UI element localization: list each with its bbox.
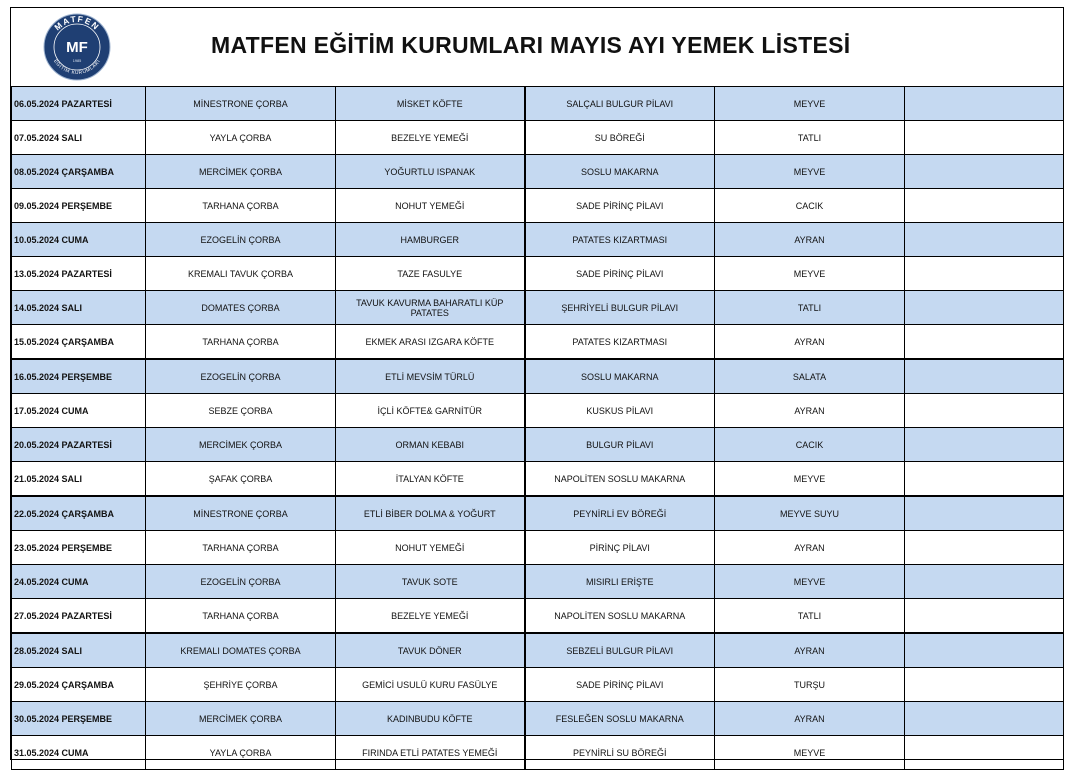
table-row <box>12 496 1064 531</box>
soup-cell: TARHANA ÇORBA <box>146 189 336 223</box>
table-row <box>12 462 1064 497</box>
table-row <box>12 359 1064 394</box>
empty-cell <box>905 189 1064 223</box>
soup-cell: MERCİMEK ÇORBA <box>146 702 336 736</box>
date-cell: 23.05.2024 PERŞEMBE <box>12 531 146 565</box>
empty-cell <box>905 736 1064 770</box>
side-dish-cell: SOSLU MAKARNA <box>525 155 715 189</box>
empty-cell <box>905 121 1064 155</box>
extra-cell: TATLI <box>715 599 905 634</box>
main-dish-cell: BEZELYE YEMEĞİ <box>336 121 525 155</box>
side-dish-cell: PİRİNÇ PİLAVI <box>525 531 715 565</box>
side-dish-cell: FESLEĞEN SOSLU MAKARNA <box>525 702 715 736</box>
extra-cell: MEYVE <box>715 565 905 599</box>
extra-cell: MEYVE <box>715 155 905 189</box>
date-cell: 20.05.2024 PAZARTESİ <box>12 428 146 462</box>
side-dish-cell: PEYNİRLİ EV BÖREĞİ <box>525 496 715 531</box>
date-cell: 09.05.2024 PERŞEMBE <box>12 189 146 223</box>
soup-cell: TARHANA ÇORBA <box>146 325 336 360</box>
main-dish-cell: ETLİ MEVSİM TÜRLÜ <box>336 359 525 394</box>
main-dish-cell: TAVUK DÖNER <box>336 633 525 668</box>
date-cell: 15.05.2024 ÇARŞAMBA <box>12 325 146 360</box>
soup-cell: TARHANA ÇORBA <box>146 599 336 634</box>
table-row <box>12 155 1064 189</box>
table-row <box>12 291 1064 325</box>
main-dish-cell: İÇLİ KÖFTE& GARNİTÜR <box>336 394 525 428</box>
side-dish-cell: SOSLU MAKARNA <box>525 359 715 394</box>
soup-cell: YAYLA ÇORBA <box>146 736 336 770</box>
extra-cell: AYRAN <box>715 325 905 360</box>
side-dish-cell: NAPOLİTEN SOSLU MAKARNA <box>525 599 715 634</box>
soup-cell: SEBZE ÇORBA <box>146 394 336 428</box>
extra-cell: MEYVE <box>715 257 905 291</box>
empty-cell <box>905 633 1064 668</box>
main-dish-cell: EKMEK ARASI IZGARA KÖFTE <box>336 325 525 360</box>
soup-cell: EZOGELİN ÇORBA <box>146 359 336 394</box>
table-row <box>12 565 1064 599</box>
matfen-logo <box>43 13 111 81</box>
soup-cell: KREMALI DOMATES ÇORBA <box>146 633 336 668</box>
extra-cell: AYRAN <box>715 702 905 736</box>
date-cell: 24.05.2024 CUMA <box>12 565 146 599</box>
extra-cell: AYRAN <box>715 531 905 565</box>
side-dish-cell: PEYNİRLİ SU BÖREĞİ <box>525 736 715 770</box>
empty-cell <box>905 428 1064 462</box>
date-cell: 29.05.2024 ÇARŞAMBA <box>12 668 146 702</box>
empty-cell <box>905 257 1064 291</box>
date-cell: 06.05.2024 PAZARTESİ <box>12 87 146 121</box>
main-dish-cell: KADINBUDU KÖFTE <box>336 702 525 736</box>
empty-cell <box>905 359 1064 394</box>
main-dish-cell: NOHUT YEMEĞİ <box>336 189 525 223</box>
empty-cell <box>905 462 1064 497</box>
soup-cell: MERCİMEK ÇORBA <box>146 155 336 189</box>
soup-cell: MERCİMEK ÇORBA <box>146 428 336 462</box>
table-row <box>12 702 1064 736</box>
logo-monogram: MF <box>66 39 88 56</box>
date-cell: 28.05.2024 SALI <box>12 633 146 668</box>
side-dish-cell: BULGUR PİLAVI <box>525 428 715 462</box>
menu-table <box>11 86 1064 770</box>
date-cell: 31.05.2024 CUMA <box>12 736 146 770</box>
main-dish-cell: ORMAN KEBABI <box>336 428 525 462</box>
side-dish-cell: NAPOLİTEN SOSLU MAKARNA <box>525 462 715 497</box>
side-dish-cell: SU BÖREĞİ <box>525 121 715 155</box>
main-dish-cell: FIRINDA ETLİ PATATES YEMEĞİ <box>336 736 525 770</box>
empty-cell <box>905 496 1064 531</box>
soup-cell: ŞEHRİYE ÇORBA <box>146 668 336 702</box>
extra-cell: CACIK <box>715 189 905 223</box>
table-row <box>12 189 1064 223</box>
empty-cell <box>905 87 1064 121</box>
extra-cell: MEYVE <box>715 87 905 121</box>
empty-cell <box>905 394 1064 428</box>
main-dish-cell: ETLİ BİBER DOLMA & YOĞURT <box>336 496 525 531</box>
table-row <box>12 633 1064 668</box>
table-row <box>12 599 1064 634</box>
sheet-header <box>11 8 1063 87</box>
extra-cell: MEYVE <box>715 462 905 497</box>
main-dish-cell: TAZE FASULYE <box>336 257 525 291</box>
main-dish-cell: MİSKET KÖFTE <box>336 87 525 121</box>
side-dish-cell: ŞEHRİYELİ BULGUR PİLAVI <box>525 291 715 325</box>
main-dish-cell: HAMBURGER <box>336 223 525 257</box>
empty-cell <box>905 325 1064 360</box>
empty-cell <box>905 155 1064 189</box>
soup-cell: MİNESTRONE ÇORBA <box>146 87 336 121</box>
table-row <box>12 531 1064 565</box>
soup-cell: EZOGELİN ÇORBA <box>146 223 336 257</box>
table-row <box>12 257 1064 291</box>
side-dish-cell: SADE PİRİNÇ PİLAVI <box>525 257 715 291</box>
extra-cell: TURŞU <box>715 668 905 702</box>
extra-cell: SALATA <box>715 359 905 394</box>
extra-cell: AYRAN <box>715 223 905 257</box>
table-row <box>12 428 1064 462</box>
side-dish-cell: SADE PİRİNÇ PİLAVI <box>525 668 715 702</box>
date-cell: 08.05.2024 ÇARŞAMBA <box>12 155 146 189</box>
soup-cell: MİNESTRONE ÇORBA <box>146 496 336 531</box>
main-dish-cell: TAVUK KAVURMA BAHARATLI KÜP PATATES <box>336 291 525 325</box>
extra-cell: MEYVE SUYU <box>715 496 905 531</box>
extra-cell: TATLI <box>715 121 905 155</box>
side-dish-cell: SALÇALI BULGUR PİLAVI <box>525 87 715 121</box>
extra-cell: AYRAN <box>715 394 905 428</box>
side-dish-cell: PATATES KIZARTMASI <box>525 325 715 360</box>
date-cell: 07.05.2024 SALI <box>12 121 146 155</box>
empty-cell <box>905 291 1064 325</box>
menu-sheet <box>10 7 1064 760</box>
soup-cell: YAYLA ÇORBA <box>146 121 336 155</box>
table-row <box>12 668 1064 702</box>
main-dish-cell: NOHUT YEMEĞİ <box>336 531 525 565</box>
side-dish-cell: PATATES KIZARTMASI <box>525 223 715 257</box>
date-cell: 22.05.2024 ÇARŞAMBA <box>12 496 146 531</box>
page-title: MATFEN EĞİTİM KURUMLARI MAYIS AYI YEMEK LİSTESİ <box>211 32 851 58</box>
date-cell: 21.05.2024 SALI <box>12 462 146 497</box>
main-dish-cell: TAVUK SOTE <box>336 565 525 599</box>
extra-cell: TATLI <box>715 291 905 325</box>
soup-cell: KREMALI TAVUK ÇORBA <box>146 257 336 291</box>
main-dish-cell: GEMİCİ USULÜ KURU FASÜLYE <box>336 668 525 702</box>
date-cell: 27.05.2024 PAZARTESİ <box>12 599 146 634</box>
side-dish-cell: MISIRLI ERİŞTE <box>525 565 715 599</box>
empty-cell <box>905 702 1064 736</box>
main-dish-cell: YOĞURTLU ISPANAK <box>336 155 525 189</box>
date-cell: 14.05.2024 SALI <box>12 291 146 325</box>
empty-cell <box>905 565 1064 599</box>
table-row <box>12 223 1064 257</box>
table-row <box>12 87 1064 121</box>
empty-cell <box>905 223 1064 257</box>
empty-cell <box>905 668 1064 702</box>
table-row <box>12 325 1064 360</box>
soup-cell: TARHANA ÇORBA <box>146 531 336 565</box>
soup-cell: DOMATES ÇORBA <box>146 291 336 325</box>
extra-cell: CACIK <box>715 428 905 462</box>
date-cell: 16.05.2024 PERŞEMBE <box>12 359 146 394</box>
date-cell: 30.05.2024 PERŞEMBE <box>12 702 146 736</box>
date-cell: 10.05.2024 CUMA <box>12 223 146 257</box>
table-row <box>12 736 1064 770</box>
table-row <box>12 394 1064 428</box>
soup-cell: ŞAFAK ÇORBA <box>146 462 336 497</box>
logo-top-text: MATFEN <box>52 13 102 33</box>
empty-cell <box>905 531 1064 565</box>
extra-cell: MEYVE <box>715 736 905 770</box>
soup-cell: EZOGELİN ÇORBA <box>146 565 336 599</box>
table-row <box>12 121 1064 155</box>
extra-cell: AYRAN <box>715 633 905 668</box>
main-dish-cell: BEZELYE YEMEĞİ <box>336 599 525 634</box>
logo-bottom-text: EĞİTİM KURUMLARI <box>52 59 102 77</box>
side-dish-cell: KUSKUS PİLAVI <box>525 394 715 428</box>
empty-cell <box>905 599 1064 634</box>
side-dish-cell: SADE PİRİNÇ PİLAVI <box>525 189 715 223</box>
date-cell: 17.05.2024 CUMA <box>12 394 146 428</box>
date-cell: 13.05.2024 PAZARTESİ <box>12 257 146 291</box>
logo-year: 1985 <box>72 59 82 63</box>
main-dish-cell: İTALYAN KÖFTE <box>336 462 525 497</box>
side-dish-cell: SEBZELİ BULGUR PİLAVI <box>525 633 715 668</box>
